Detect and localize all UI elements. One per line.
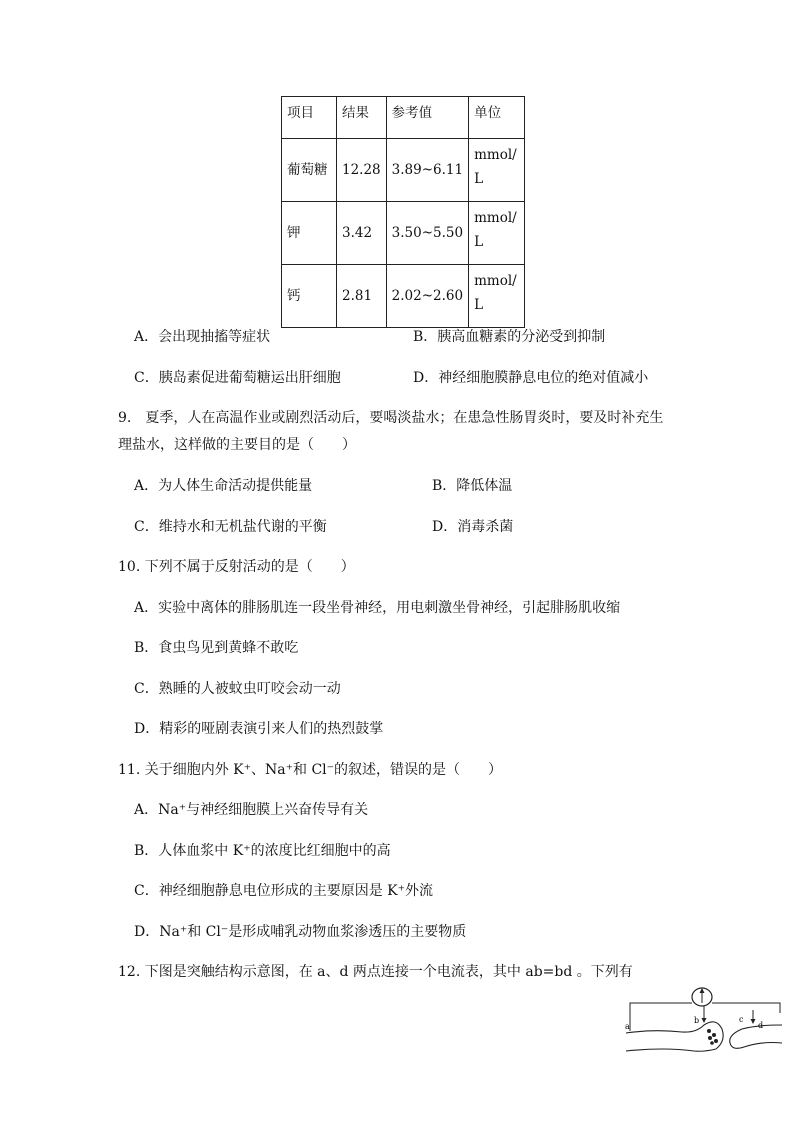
galvanometer-wire: [712, 1003, 780, 1013]
q9-stem-line1: 9. 夏季，人在高温作业或剧烈活动后，要喝淡盐水；在患急性肠胃炎时，要及时补充生: [118, 410, 664, 426]
q11-option-b: B．人体血浆中 K⁺的浓度比红细胞中的高: [134, 843, 391, 859]
q10-option-a: A．实验中离体的腓肠肌连一段坐骨神经，用电刺激坐骨神经，引起腓肠肌收缩: [134, 600, 621, 616]
q10-option-d: D．精彩的哑剧表演引来人们的热烈鼓掌: [134, 721, 384, 737]
q8-option-d: D．神经细胞膜静息电位的绝对值减小: [413, 370, 649, 386]
figure-label-d: d: [758, 1021, 764, 1030]
table-row: [282, 202, 525, 265]
table-header-cell: 参考值: [386, 97, 468, 139]
table-header-row: [282, 97, 525, 139]
postsynaptic-membrane: [730, 1025, 782, 1048]
q8-option-c: C．胰岛素促进葡萄糖运出肝细胞: [134, 370, 341, 386]
table-header-cell: 单位: [469, 97, 525, 139]
table-cell: mmol/L: [474, 210, 517, 250]
table-cell: 2.81: [337, 265, 387, 328]
electrode-d-arrow-tip: [751, 1019, 756, 1024]
table-cell: 2.02~2.60: [386, 265, 468, 328]
axon-lower-membrane: [626, 1049, 716, 1051]
q8-option-b: B．胰高血糖素的分泌受到抑制: [413, 329, 606, 345]
table-row: [282, 139, 525, 202]
table-cell: 3.50~5.50: [386, 202, 468, 265]
table-cell: 钾: [282, 202, 337, 265]
table-cell: 12.28: [337, 139, 387, 202]
figure-label-c: c: [739, 1015, 744, 1024]
figure-label-a: a: [625, 1022, 630, 1031]
lab-result-table: [281, 96, 525, 328]
q10-stem: 10. 下列不属于反射活动的是（ ）: [118, 559, 355, 575]
presynaptic-membrane: [626, 1022, 723, 1049]
q9-stem-line2: 理盐水，这样做的主要目的是（ ）: [118, 437, 356, 453]
table-cell: mmol/L: [474, 273, 517, 313]
q11-option-a: A．Na⁺与神经细胞膜上兴奋传导有关: [134, 802, 369, 818]
q11-stem: 11. 关于细胞内外 K⁺、Na⁺和 Cl⁻的叙述，错误的是（ ）: [118, 762, 503, 778]
q10-option-c: C．熟睡的人被蚊虫叮咬会动一动: [134, 681, 341, 697]
q11-option-c: C．神经细胞静息电位形成的主要原因是 K⁺外流: [134, 883, 434, 899]
table-cell: 3.89~6.11: [386, 139, 468, 202]
electrode-b-arrow-tip: [702, 1018, 707, 1023]
synaptic-vesicle: [712, 1033, 716, 1037]
table-header-cell: 项目: [282, 97, 337, 139]
synaptic-vesicle: [710, 1041, 714, 1045]
synapse-diagram: [624, 985, 784, 1055]
synaptic-vesicle: [707, 1029, 711, 1033]
q9-option-c: C．维持水和无机盐代谢的平衡: [134, 519, 327, 535]
table-header-cell: 结果: [337, 97, 387, 139]
q10-option-b: B．食虫鸟见到黄蜂不敢吃: [134, 640, 299, 656]
q9-option-b: B．降低体温: [432, 478, 513, 494]
synaptic-vesicle: [708, 1036, 712, 1040]
q9-option-d: D．消毒杀菌: [432, 519, 514, 535]
table-cell: 3.42: [337, 202, 387, 265]
q8-option-a: A．会出现抽搐等症状: [134, 329, 271, 345]
galvanometer-wire: [630, 1003, 692, 1031]
table-row: [282, 265, 525, 328]
table-cell: mmol/L: [474, 147, 517, 187]
synaptic-vesicle: [714, 1039, 718, 1043]
table-cell: 钙: [282, 265, 337, 328]
q9-option-a: A．为人体生命活动提供能量: [134, 478, 313, 494]
figure-label-b: b: [694, 1016, 700, 1025]
q11-option-d: D．Na⁺和 Cl⁻是形成哺乳动物血浆渗透压的主要物质: [134, 924, 467, 940]
q12-stem: 12. 下图是突触结构示意图，在 a、d 两点连接一个电流表，其中 ab=bd 。下列有: [118, 964, 633, 980]
table-cell: 葡萄糖: [282, 139, 337, 202]
